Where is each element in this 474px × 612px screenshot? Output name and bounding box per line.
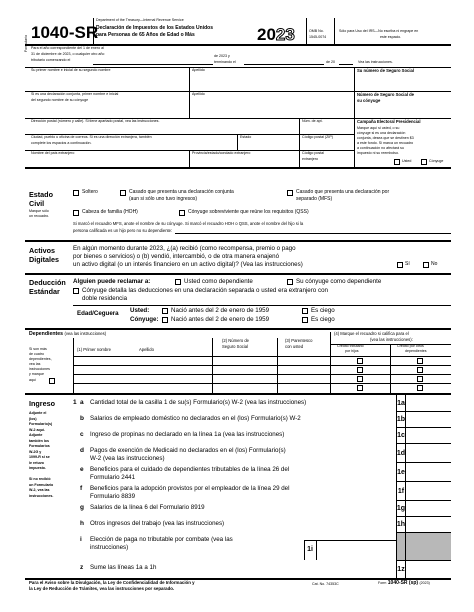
rule	[73, 305, 451, 306]
age-you-label: Usted:	[130, 307, 150, 314]
spouse-last-name-label: Apellido	[192, 92, 205, 96]
rule	[25, 393, 451, 395]
rule	[25, 240, 451, 242]
dep-col4-l2: (vea las instrucciones):	[370, 337, 413, 342]
dep-col3-l1: (3) Parentesco	[285, 338, 313, 343]
period-line3: tributario comenzando el	[31, 58, 71, 62]
income-side-note: Formulario(s)	[29, 422, 53, 426]
foreign-zip-label-l1: Código postal	[302, 151, 324, 155]
city-label-l2: complete los espacios a continuación.	[31, 141, 92, 145]
single-checkbox[interactable]	[73, 190, 79, 196]
apt-label: Núm. de apt.	[302, 119, 323, 123]
spouse-ssn-label-l2: su cónyuge	[357, 98, 381, 103]
dependents-see-instructions: (vea las instrucciones)	[64, 331, 107, 336]
you-born-before-label: Nació antes del 2 de enero de 1959	[171, 307, 270, 314]
dependent-spouse-checkbox[interactable]	[287, 279, 293, 285]
footer-form-label: Form	[378, 581, 387, 585]
income-side-note: impuesto.	[29, 466, 46, 470]
tax-year	[257, 26, 295, 43]
rule	[299, 150, 300, 167]
header-divider	[93, 18, 94, 44]
digital-question-l2: por bienes o servicios) o (b) vendió, intercambió, o de otra manera enajenó	[73, 253, 280, 260]
rule	[339, 64, 353, 65]
qss-checkbox[interactable]	[179, 210, 185, 216]
line-description: Salarios de la línea 6 del Formulario 8919	[90, 504, 205, 511]
dep-col4b-l1: Crédito por otros	[397, 344, 424, 348]
campaign-usted-label: Usted	[402, 159, 412, 163]
mfs-checkbox[interactable]	[287, 190, 293, 196]
line-letter: c	[80, 431, 84, 438]
foreign-zip-label-l2: extranjero	[302, 157, 318, 161]
first-name-label: Su primer nombre e inicial de su segundo nombre	[31, 68, 111, 72]
dependents-side-1: Si son más	[29, 347, 47, 351]
spouse-itemizes-checkbox[interactable]	[73, 288, 79, 294]
dependents-side-6: y marque	[29, 372, 44, 376]
digital-question-l1: En algún momento durante 2023, ¿(a) recibió (como recompensa, premio o pago	[73, 245, 296, 252]
dep-col2-l2: Seguro Social	[222, 344, 249, 349]
line-description: Sume las líneas 1a a 1h	[90, 564, 157, 571]
campaign-title: Campaña Electoral Presidencial	[357, 119, 421, 124]
dept-label: Department of the Treasury—Internal Revenue Service	[96, 18, 184, 22]
dep-col1-first: (1) Primer nombre	[77, 347, 111, 352]
mfj-checkbox[interactable]	[120, 190, 126, 196]
filing-status-note-2: un recuadro.	[29, 214, 50, 218]
qualifying-child-name-input[interactable]	[175, 227, 451, 233]
campaign-text-3: conjunta, desea que se destinen $3	[357, 136, 414, 140]
line-box-label: 1i	[307, 546, 313, 553]
campaign-usted-checkbox[interactable]	[394, 159, 400, 165]
address-input[interactable]	[31, 125, 296, 133]
line-box-label: 1c	[397, 432, 405, 439]
line-number: 1	[73, 399, 77, 406]
address-label: Dirección postal (número y calle). Si tiene apartado postal, vea las instrucciones.	[31, 119, 160, 123]
age-blindness-label: Edad/Ceguera	[77, 310, 119, 317]
mfj-label-l2: (aun si sólo uno tuvo ingresos)	[129, 196, 198, 202]
digital-question-l3: un activo digital (o un interés financiero en un activo digital)? (Vea las instrucciones)	[73, 261, 303, 268]
irs-use-note-l1: Sólo para Uso del IRS—No escriba ni engrape en	[339, 29, 419, 33]
shaded-cell	[406, 533, 451, 560]
line-1c-amount-input[interactable]	[406, 428, 451, 442]
spouse-ssn-input[interactable]	[357, 104, 451, 116]
dependent-row[interactable]	[74, 366, 451, 374]
spouse-last-name-input[interactable]	[192, 104, 350, 116]
digital-yes-checkbox[interactable]	[397, 262, 403, 268]
privacy-notice-l2: la Ley de Reducción de Trámites, vea las instrucciones por separado.	[29, 586, 175, 591]
footer-form-number: 1040-SR (sp)	[387, 580, 419, 586]
you-born-before-checkbox[interactable]	[162, 308, 168, 314]
line-box-label: 1f	[397, 487, 405, 495]
income-label: Ingreso	[29, 399, 55, 408]
qss-label: Cónyuge sobreviviente que reúne los requisitos (QSS)	[188, 209, 309, 215]
single-label: Soltero	[82, 189, 98, 195]
rule	[25, 167, 451, 169]
line-1d-amount-input[interactable]	[406, 444, 451, 461]
spouse-blind-label: Es ciego	[311, 316, 335, 323]
line-1z-amount-input[interactable]	[406, 561, 451, 577]
line-description-cont: instrucciones)	[90, 544, 129, 551]
ssn-label: Su número de Seguro Social	[357, 68, 415, 73]
dependent-row[interactable]	[74, 384, 451, 392]
line-description: Beneficios para la adopción provistos por el empleador de la línea 29 del	[90, 485, 290, 492]
footer-form-id	[378, 581, 430, 586]
foreign-province-input[interactable]	[192, 158, 296, 166]
line-1g-amount-input[interactable]	[406, 501, 451, 515]
line-1i-amount-input[interactable]	[317, 541, 395, 559]
income-side-note: un Formulario	[29, 482, 54, 487]
income-side-note: W-2G y	[29, 449, 42, 454]
income-side-note: Si no recibió	[29, 477, 51, 481]
dependents-side-5: instrucciones	[29, 367, 50, 371]
rule	[189, 67, 190, 91]
omb-line1: OMB No.	[309, 29, 324, 33]
period-see-instructions: Vea las instrucciones.	[358, 60, 393, 64]
other-dependent-checkbox[interactable]	[417, 376, 423, 382]
dependents-side-3: dependientes,	[29, 357, 52, 361]
state-label: Estado	[240, 135, 252, 139]
someone-can-claim-label: Alguien puede reclamar a:	[73, 278, 151, 285]
other-dependent-checkbox[interactable]	[417, 358, 423, 364]
header-divider	[306, 18, 307, 44]
zip-input[interactable]	[302, 142, 350, 150]
line-letter: e	[80, 466, 84, 473]
line-1b-amount-input[interactable]	[406, 412, 451, 426]
last-name-input[interactable]	[192, 75, 350, 89]
line-1f-amount-input[interactable]	[406, 482, 451, 499]
spouse-born-before-label: Nació antes del 2 de enero de 1959	[171, 316, 270, 323]
standard-deduction-label-l2: Estándar	[29, 287, 60, 296]
spouse-first-name-input[interactable]	[31, 104, 186, 116]
you-blind-checkbox[interactable]	[302, 308, 308, 314]
rule	[299, 118, 300, 134]
zip-label: Código postal (ZIP)	[302, 135, 333, 139]
apt-input[interactable]	[302, 125, 350, 133]
irs-use-note-l2: este espacio.	[380, 35, 402, 39]
foreign-province-label: Provincia/estado/condado extranjero	[192, 151, 251, 155]
line-letter: b	[80, 415, 84, 422]
period-line1: Para el año correspondiente del 1 de enero al	[31, 46, 104, 50]
line-letter: i	[80, 536, 82, 543]
line-description-cont: W-2 (vea las instrucciones)	[90, 455, 165, 462]
foreign-country-label: Nombre del país extranjero	[31, 151, 75, 155]
dep-col3-l2: con usted	[285, 344, 304, 349]
income-side-note: W-2, vea las	[29, 488, 50, 492]
dependent-row[interactable]	[74, 375, 451, 383]
line-box-label: 1z	[397, 566, 405, 573]
line-description-cont: Formulario 2441	[90, 474, 136, 481]
dep-col1-last: Apellido	[139, 347, 154, 352]
spouse-ssn-label-l1: Número de Seguro Social de	[357, 92, 415, 97]
rule	[237, 134, 238, 150]
line-description: Cantidad total de la casilla 1 de su(s) Formulario(s) W-2 (vea las instrucciones)	[90, 399, 307, 406]
child-credit-checkbox[interactable]	[357, 376, 363, 382]
spouse-blind-checkbox[interactable]	[302, 317, 308, 323]
line-description: Salarios de empleado doméstico no declarados en el (los) Formulario(s) W-2	[90, 415, 301, 422]
campaign-text-1: Marque aquí si usted, o su	[357, 126, 400, 130]
rule	[25, 328, 451, 330]
campaign-text-4: a este fondo. Si marca un recuadro	[357, 141, 414, 145]
spouse-born-before-checkbox[interactable]	[162, 317, 168, 323]
spouse-name-label-l1: Si es una declaración conjunta, primer nombre e inicial	[31, 92, 119, 96]
city-label-l1: Ciudad, pueblo u oficina de correos. Si es una dirección extranjera, también	[31, 135, 152, 139]
line-letter: d	[80, 447, 84, 454]
income-side-note: (los)	[29, 416, 37, 421]
mfs-label-l2: separado (MFS)	[296, 196, 333, 202]
line-1a-amount-input[interactable]	[406, 396, 451, 410]
rule	[93, 64, 213, 65]
dep-col4-l1: (4) Marque el recuadro si califica para el	[334, 331, 409, 336]
spouse-itemizes-label-l1: Cónyuge detalla las deducciones en una declaración separada o usted era extranjero con	[82, 287, 328, 294]
filing-status-label-l1: Estado	[29, 190, 53, 199]
line-letter: g	[80, 504, 84, 511]
period-line2: 31 de diciembre de 2023, o cualquier otro año	[31, 52, 105, 56]
age-spouse-label: Cónyuge:	[130, 316, 159, 323]
dependents-side-7: aquí	[29, 378, 36, 382]
digital-assets-label-l1: Activos	[29, 246, 55, 255]
state-input[interactable]	[240, 142, 296, 150]
period-mid2: terminando el	[214, 60, 236, 64]
dep-col2-l1: (2) Número de	[222, 338, 249, 343]
income-side-note: le retuvo	[29, 460, 44, 465]
dependents-side-4: vea las	[29, 362, 41, 366]
income-side-note: Formularios	[29, 444, 50, 448]
dependent-you-label: Usted como dependiente	[184, 278, 253, 285]
line-box-label: 1d	[396, 449, 406, 457]
line-box-label: 1g	[396, 505, 406, 512]
rule	[330, 344, 451, 345]
line-box-label: 1b	[396, 416, 406, 423]
mfs-label-l1: Casado que presenta una declaración por	[296, 189, 390, 195]
campaign-conyuge-label: Cónyuge	[429, 159, 444, 163]
cat-number: Cat. No. 74353C	[312, 582, 339, 586]
rule	[354, 67, 355, 167]
more-dependents-checkbox[interactable]	[49, 378, 55, 384]
line-letter: a	[80, 399, 84, 406]
filing-status-label-l2: Civil	[29, 199, 45, 208]
hoh-label: Cabeza de familia (HOH)	[82, 209, 138, 215]
line-description: Elección de paga no tributable por combate (vea las	[90, 536, 233, 543]
foreign-country-input[interactable]	[31, 158, 186, 166]
line-box-label: 1e	[397, 468, 405, 476]
title-line2: para Personas de 65 Años de Edad o Más	[96, 32, 195, 38]
income-side-note: también los	[29, 438, 49, 443]
line-description: Ingreso de propinas no declarado en la línea 1a (vea las instrucciones)	[90, 431, 285, 438]
rule	[175, 233, 451, 234]
header-divider	[334, 18, 335, 44]
campaign-text-5: a continuación no afectará su	[357, 146, 404, 150]
digital-no-checkbox[interactable]	[423, 262, 429, 268]
digital-no-label: No	[431, 261, 438, 267]
child-credit-checkbox[interactable]	[357, 358, 363, 364]
other-dependent-checkbox[interactable]	[417, 367, 423, 373]
line-box-label: 1a	[397, 400, 405, 407]
mfj-label-l1: Casado que presenta una declaración conjunta	[129, 189, 234, 195]
form-id: 1040-SR	[31, 23, 99, 42]
dep-col4a-l1: Crédito tributario	[337, 344, 364, 348]
first-name-input[interactable]	[31, 75, 186, 89]
rule	[189, 150, 190, 167]
shaded-cell	[397, 533, 405, 560]
period-mid1: de 2023 y	[214, 54, 230, 58]
income-side-note: 1099-R si se	[29, 455, 50, 459]
income-side-note: W-2 aquí.	[29, 427, 45, 432]
line-description: Pagos de exención de Medicaid no declarados en el (los) Formulario(s)	[90, 447, 286, 454]
spouse-itemizes-label-l2: doble residencia	[82, 295, 128, 302]
title-line1: Declaración de Impuestos de los Estados Unidos	[96, 25, 213, 31]
digital-assets-label-l2: Digitales	[29, 255, 59, 264]
dependent-row[interactable]	[74, 357, 451, 365]
dependent-spouse-label: Su cónyuge como dependiente	[296, 278, 382, 285]
dep-col4b-l2: dependientes	[405, 349, 427, 353]
last-name-label: Apellido	[192, 68, 205, 72]
year-suffix: 23	[275, 25, 295, 44]
rule	[304, 540, 305, 560]
period-de20: de 20	[326, 60, 335, 64]
rule	[25, 273, 451, 275]
dependent-you-checkbox[interactable]	[175, 279, 181, 285]
line-description: Beneficios para el cuidado de dependientes tributables de la línea 26 del	[90, 466, 290, 473]
line-description: Otros ingresos del trabajo (vea las instrucciones)	[90, 520, 225, 527]
omb-line2: 1545-0074	[309, 35, 327, 39]
income-side-note: Adjunte el	[29, 411, 47, 415]
footer-form-year: (2023)	[419, 581, 430, 585]
line-box-label: 1h	[396, 521, 406, 528]
line-letter: h	[80, 520, 84, 527]
other-dependent-checkbox[interactable]	[417, 385, 423, 391]
standard-deduction-label-l1: Deducción	[29, 278, 66, 287]
filing-status-note-1: Marque sólo	[29, 209, 49, 213]
line-1e-amount-input[interactable]	[406, 463, 451, 480]
rule	[299, 134, 300, 150]
year-prefix: 20	[257, 25, 276, 44]
you-blind-label: Es ciego	[311, 307, 335, 314]
rule	[244, 64, 324, 65]
campaign-text-2: cónyuge si es una declaración	[357, 131, 406, 135]
dependents-title	[29, 332, 106, 337]
campaign-conyuge-checkbox[interactable]	[421, 159, 427, 165]
privacy-notice-l1: Para el Aviso sobre la Divulgación, la Ley de Confidencialidad de Información y	[29, 580, 195, 585]
ssn-input[interactable]	[357, 75, 451, 89]
filing-status-instructions-l1: Si marcó el recuadro MFS, anote el nombre de su cónyuge. Si marcó el recuadro HOH o QSS, anote el nombre del hijo si la	[73, 221, 304, 226]
rule	[189, 91, 190, 118]
income-side-note: instrucciones.	[29, 493, 54, 498]
dependents-title-text: Dependientes	[29, 331, 64, 337]
filing-status-instructions-l2: persona calificada es un hijo pero no su dependiente:	[73, 228, 173, 233]
dependents-side-2: de cuatro	[29, 352, 44, 356]
income-side-note: Adjunte	[29, 433, 43, 437]
line-description-cont: Formulario 8839	[90, 493, 136, 500]
line-letter: f	[80, 485, 83, 492]
child-credit-checkbox[interactable]	[357, 367, 363, 373]
campaign-text-6: impuesto ni su reembolso.	[357, 151, 399, 155]
digital-yes-label: Sí	[405, 261, 410, 267]
hoh-checkbox[interactable]	[73, 210, 79, 216]
dep-col4a-l2: por hijos	[345, 349, 359, 353]
line-letter: z	[80, 564, 84, 571]
line-1h-amount-input[interactable]	[406, 517, 451, 531]
spouse-name-label-l2: del segundo nombre de su cónyuge	[31, 98, 89, 102]
form-side-label: Formulario	[24, 34, 28, 52]
child-credit-checkbox[interactable]	[357, 385, 363, 391]
